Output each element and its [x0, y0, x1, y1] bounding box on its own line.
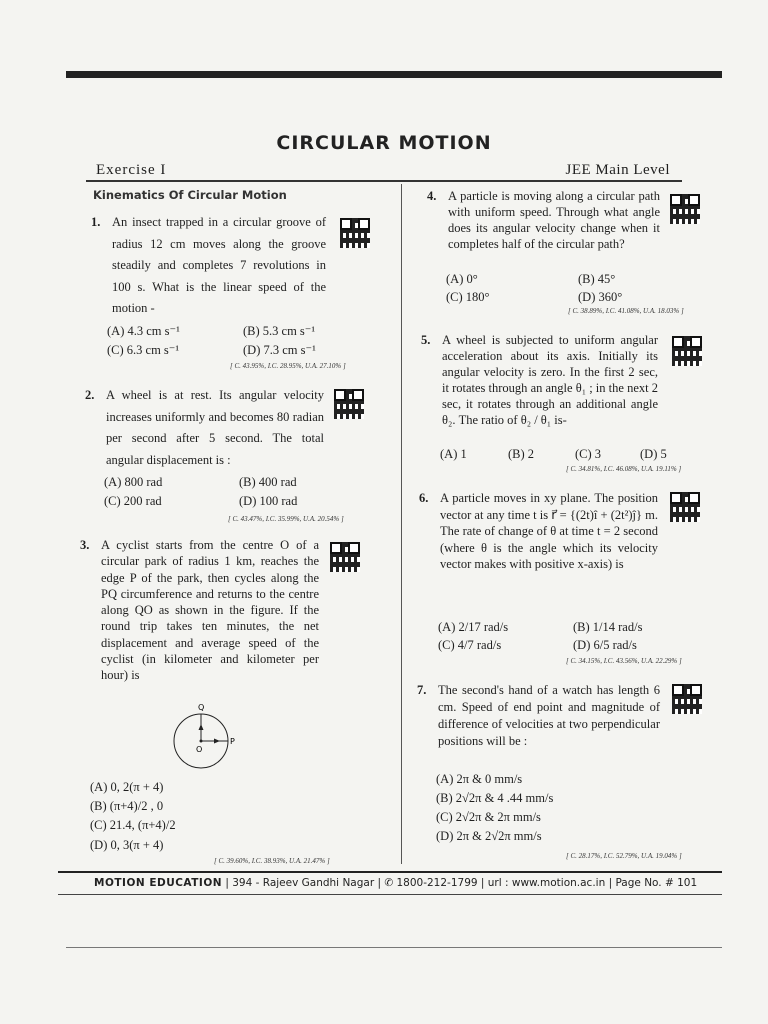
option-c[interactable]: (C) 3 — [575, 447, 602, 461]
question-number: 6. — [419, 491, 429, 505]
qr-code-icon — [334, 389, 364, 419]
option-d[interactable]: (D) 6/5 rad/s — [573, 638, 637, 652]
option-b[interactable]: (B) 5.3 cm s⁻¹ — [243, 324, 316, 338]
footer — [94, 877, 697, 889]
option-c[interactable]: (C) 6.3 cm s⁻¹ — [107, 343, 180, 357]
question-text: A cyclist starts from the centre O of a circular park of radius 1 km, reaches the edge P of the park, then cycles along the PQ circumference and returns to the centre along QO as shown in the figure. If the round trip takes ten minutes, the net displacement and average speed of the cyclist (in kilometer and kilometer per hour) is — [101, 538, 319, 683]
question-number: 7. — [417, 683, 427, 697]
option-d[interactable]: (D) 7.3 cm s⁻¹ — [243, 343, 316, 357]
option-c[interactable]: (C) 180° — [446, 290, 490, 304]
section-title: Kinematics Of Circular Motion — [93, 188, 287, 202]
option-a[interactable]: (A) 0° — [446, 272, 478, 286]
footer-brand: MOTION EDUCATION — [94, 877, 223, 889]
answer-stats: [ C. 34.15%, I.C. 43.56%, U.A. 22.29% ] — [566, 657, 682, 665]
footer-text: | 394 - Rajeev Gandhi Nagar | ✆ 1800-212-1799 | url : www.motion.ac.in | Page No. # 101 — [222, 877, 698, 889]
question-6 — [419, 490, 658, 573]
question-text: An insect trapped in a circular groove of radius 12 cm moves along the groove steadily and completes 7 revolutions in 100 s. What is the linear speed of the motion - — [112, 215, 326, 315]
label-p: P — [230, 737, 235, 746]
question-7 — [417, 682, 660, 750]
level-label: JEE Main Level — [565, 162, 670, 178]
answer-stats: [ C. 39.60%, I.C. 38.93%, U.A. 21.47% ] — [214, 857, 330, 865]
option-b[interactable]: (B) (π+4)/2 , 0 — [90, 799, 164, 813]
answer-stats: [ C. 38.89%, I.C. 41.08%, U.A. 18.03% ] — [568, 307, 684, 315]
question-number: 3. — [80, 538, 90, 552]
option-a[interactable]: (A) 2/17 rad/s — [438, 620, 509, 634]
qr-code-icon — [340, 218, 370, 248]
option-a[interactable]: (A) 1 — [440, 447, 467, 461]
column-divider — [401, 184, 402, 864]
exercise-label: Exercise I — [96, 162, 167, 178]
question-3 — [80, 537, 319, 684]
option-d[interactable]: (D) 100 rad — [239, 494, 298, 508]
option-b[interactable]: (B) 45° — [578, 272, 616, 286]
question-number: 1. — [91, 215, 101, 229]
qr-code-icon — [672, 684, 702, 714]
option-d[interactable]: (D) 5 — [640, 447, 667, 461]
question-2 — [85, 385, 324, 471]
option-b[interactable]: (B) 2 — [508, 447, 535, 461]
bottom-rule — [66, 947, 722, 948]
option-c[interactable]: (C) 2√2π & 2π mm/s — [436, 810, 541, 824]
question-number: 5. — [421, 333, 431, 347]
qr-code-icon — [670, 492, 700, 522]
option-a[interactable]: (A) 800 rad — [104, 475, 163, 489]
option-b[interactable]: (B) 1/14 rad/s — [573, 620, 643, 634]
header-rule — [86, 180, 682, 182]
option-a[interactable]: (A) 2π & 0 mm/s — [436, 772, 523, 786]
answer-stats: [ C. 43.95%, I.C. 28.95%, U.A. 27.10% ] — [230, 362, 346, 370]
question-text: A particle is moving along a circular path with uniform speed. Through what angle does its angular velocity change when it completes half of the circular path? — [448, 189, 660, 251]
question-number: 2. — [85, 388, 95, 402]
option-d[interactable]: (D) 2π & 2√2π mm/s — [436, 829, 542, 843]
option-d[interactable]: (D) 0, 3(π + 4) — [90, 838, 164, 852]
question-text: A wheel is at rest. Its angular velocity increases uniformly and becomes 80 radian per second after 5 second. The total angular displacement is : — [106, 388, 324, 467]
answer-stats: [ C. 34.81%, I.C. 46.08%, U.A. 19.11% ] — [566, 465, 682, 473]
option-c[interactable]: (C) 200 rad — [104, 494, 162, 508]
option-a[interactable]: (A) 4.3 cm s⁻¹ — [107, 324, 180, 338]
qr-code-icon — [670, 194, 700, 224]
option-d[interactable]: (D) 360° — [578, 290, 623, 304]
page-title: CIRCULAR MOTION — [276, 132, 492, 154]
option-c[interactable]: (C) 4/7 rad/s — [438, 638, 502, 652]
answer-stats: [ C. 43.47%, I.C. 35.99%, U.A. 20.54% ] — [228, 515, 344, 523]
option-a[interactable]: (A) 0, 2(π + 4) — [90, 780, 164, 794]
option-b[interactable]: (B) 2√2π & 4 .44 mm/s — [436, 791, 554, 805]
footer-rule — [58, 871, 722, 873]
question-text: A particle moves in xy plane. The position vector at any time t is r⃗ = {(2t)î + (2t²)ĵ} m. The rate of change of θ at time t = 2 second (where θ is the angle which its velocity vector makes with positive x-axis) is — [440, 491, 658, 571]
circular-park-figure — [164, 700, 244, 770]
question-1 — [91, 212, 326, 320]
question-5 — [421, 332, 658, 428]
question-text: A wheel is subjected to uniform angular acceleration about its axis. Initially its angular velocity is zero. In the first 2 sec, it rotates through an angle θ₁ ; in the next 2 sec, it rotates through an additional angle θ₂. The ratio of θ₂ / θ₁ is- — [442, 333, 658, 427]
question-number: 4. — [427, 189, 437, 203]
question-text: The second's hand of a watch has length 6 cm. Speed of end point and magnitude of difference of velocities at two perpendicular positions will be : — [438, 683, 660, 748]
label-q: Q — [198, 703, 205, 712]
option-c[interactable]: (C) 21.4, (π+4)/2 — [90, 818, 176, 832]
label-o: O — [196, 745, 203, 754]
top-rule — [66, 71, 722, 78]
qr-code-icon — [330, 542, 360, 572]
answer-stats: [ C. 28.17%, I.C. 52.79%, U.A. 19.04% ] — [566, 852, 682, 860]
qr-code-icon — [672, 336, 702, 366]
option-b[interactable]: (B) 400 rad — [239, 475, 297, 489]
footer-rule-lower — [58, 894, 722, 895]
question-4 — [427, 188, 660, 252]
